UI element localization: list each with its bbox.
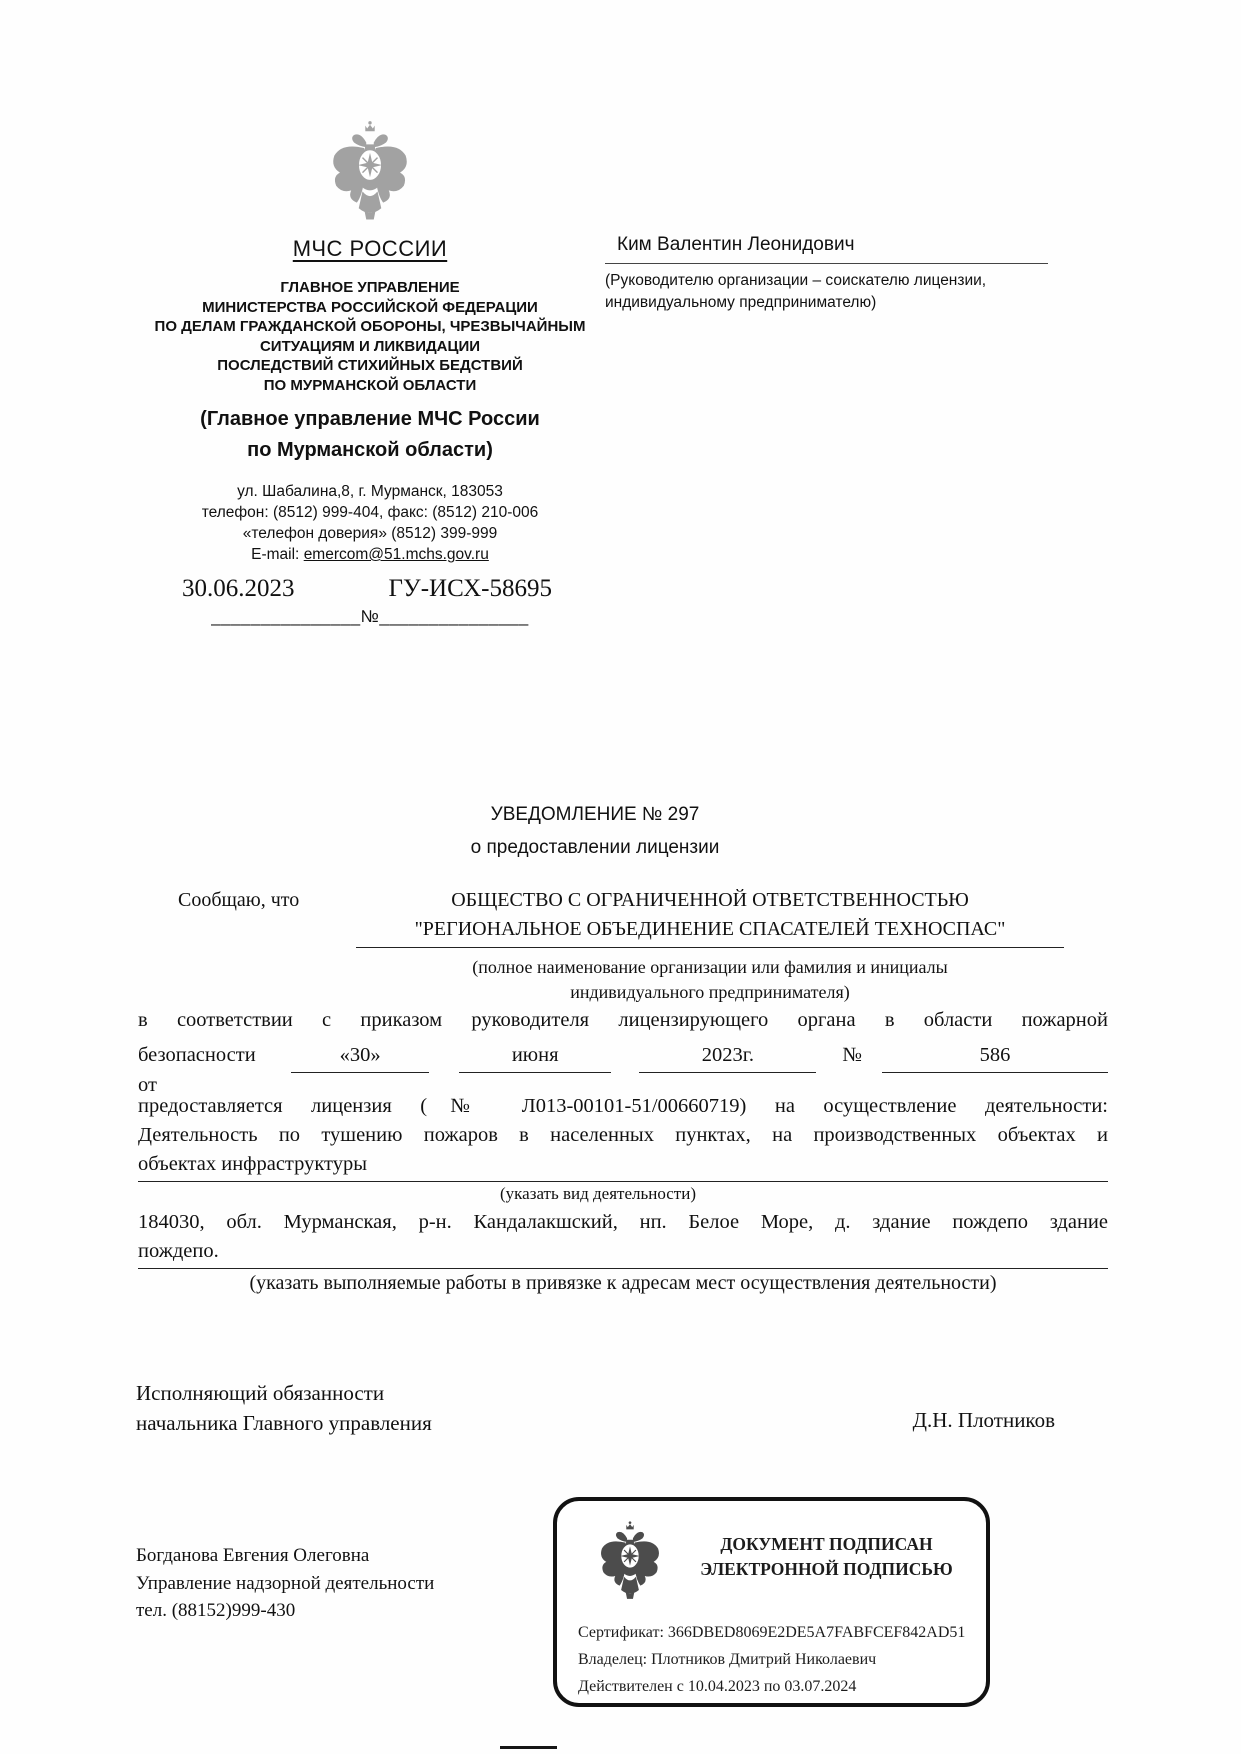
executor-name: Богданова Евгения Олеговна (136, 1545, 370, 1566)
notice-title-line2: о предоставлении лицензии (470, 837, 720, 858)
notice-title-line1: УВЕДОМЛЕНИЕ № 297 (490, 804, 700, 825)
agency-title: МЧС РОССИИ (292, 236, 448, 261)
order-year-blank: 2023г. (639, 1040, 816, 1073)
agency-contacts (130, 481, 610, 565)
signer-position: Исполняющий обязанности начальника Главного управления (136, 1381, 432, 1435)
licensee-name-caption: (полное наименование организации или фамилия и инициалы индивидуального предпринимателя) (472, 957, 948, 1002)
stamp-mchs-emblem-icon (593, 1514, 667, 1612)
recipient-role: (Руководителю организации – соискателю лицензии, индивидуальному предпринимателю) (605, 272, 987, 311)
activity-address-paragraph (138, 1208, 1108, 1269)
outgoing-number: ГУ-ИСХ-58695 (388, 575, 552, 602)
notice-title (110, 798, 1080, 864)
number-blank-line: _______________№_______________ (211, 607, 529, 626)
activity-address-line1: 184030, обл. Мурманская, р-н. Кандалакшский, нп. Белое Море, д. здание пождепо здание (138, 1211, 1108, 1233)
license-paragraph (138, 1092, 1108, 1182)
page-bottom-line-fragment (500, 1746, 557, 1749)
executor-contact-block (136, 1542, 434, 1625)
stamp-certificate-block (578, 1619, 976, 1700)
stamp-title: ДОКУМЕНТ ПОДПИСАН ЭЛЕКТРОННОЙ ПОДПИСЬЮ (700, 1534, 953, 1579)
body-intro: Сообщаю, что (178, 889, 300, 911)
licensee-name-block (356, 886, 1064, 1005)
agency-line: ПОСЛЕДСТВИЙ СТИХИЙНЫХ БЕДСТВИЙ (217, 357, 523, 374)
agency-line: СИТУАЦИЯМ И ЛИКВИДАЦИИ (259, 337, 481, 355)
agency-line: ГЛАВНОЕ УПРАВЛЕНИЕ (280, 279, 460, 296)
agency-line: ПО МУРМАНСКОЙ ОБЛАСТИ (263, 376, 477, 394)
recipient-block (605, 234, 1057, 314)
order-number-sign: № (842, 1044, 862, 1066)
agency-address: ул. Шабалина,8, г. Мурманск, 183053 (237, 483, 503, 500)
activity-address-line2: пождепо. (138, 1237, 1108, 1269)
email-label: E-mail: (251, 546, 304, 563)
document-date: 30.06.2023 (182, 575, 295, 602)
mchs-emblem-icon (322, 120, 418, 228)
order-number-blank: 586 (882, 1040, 1108, 1073)
address-caption: (указать выполняемые работы в привязке к адресам мест осуществления деятельности) (249, 1272, 997, 1294)
activity-caption: (указать вид деятельности) (500, 1184, 696, 1203)
recipient-underline (605, 263, 1048, 264)
agency-line: ПО ДЕЛАМ ГРАЖДАНСКОЙ ОБОРОНЫ, ЧРЕЗВЫЧАЙНЫМ (154, 318, 586, 335)
recipient-name: Ким Валентин Леонидович (617, 234, 855, 255)
letterhead (130, 120, 610, 627)
agency-email-line (130, 544, 610, 565)
stamp-owner: Владелец: Плотников Дмитрий Николаевич (578, 1651, 877, 1668)
order-line2 (138, 1040, 1108, 1100)
stamp-validity: Действителен с 10.04.2023 по 03.07.2024 (578, 1678, 857, 1695)
order-month-blank: июня (459, 1040, 611, 1073)
license-line2: Деятельность по тушению пожаров в населенных пунктах, на производственных объектах и (138, 1124, 1108, 1146)
order-line1: в соответствии с приказом руководителя лицензирующего органа в области пожарной (138, 1009, 1108, 1031)
executor-phone: тел. (88152)999-430 (136, 1600, 296, 1621)
agency-phone-fax: телефон: (8512) 999-404, факс: (8512) 210-006 (201, 504, 539, 521)
e-signature-stamp (553, 1497, 990, 1707)
number-sign: № (360, 607, 380, 626)
order-prefix: безопасности от (138, 1044, 256, 1096)
executor-department: Управление надзорной деятельности (136, 1572, 435, 1594)
order-day-blank: «30» (291, 1040, 429, 1073)
agency-short-name: (Главное управление МЧС России по Мурманской области) (200, 408, 540, 461)
order-paragraph (138, 1005, 1108, 1100)
signer-name: Д.Н. Плотников (912, 1408, 1055, 1432)
license-line3: объектах инфраструктуры (138, 1150, 1108, 1182)
agency-line: МИНИСТЕРСТВА РОССИЙСКОЙ ФЕДЕРАЦИИ (202, 298, 538, 316)
license-line1: предоставляется лицензия (№ Л013-00101-51/00660719) на осуществление деятельности: (138, 1095, 1108, 1117)
agency-full-name (130, 278, 610, 395)
agency-hotline: «телефон доверия» (8512) 399-999 (242, 525, 498, 542)
email-link[interactable]: emercom@51.mchs.gov.ru (303, 546, 489, 563)
date-number-row (130, 575, 610, 603)
licensee-name: ОБЩЕСТВО С ОГРАНИЧЕННОЙ ОТВЕТСТВЕННОСТЬЮ "РЕГИОНАЛЬНОЕ ОБЪЕДИНЕНИЕ СПАСАТЕЛЕЙ ТЕХНОСПАС" (356, 886, 1064, 948)
stamp-certificate: Сертификат: 366DBED8069E2DE5A7FABFCEF842AD51 (578, 1624, 966, 1641)
